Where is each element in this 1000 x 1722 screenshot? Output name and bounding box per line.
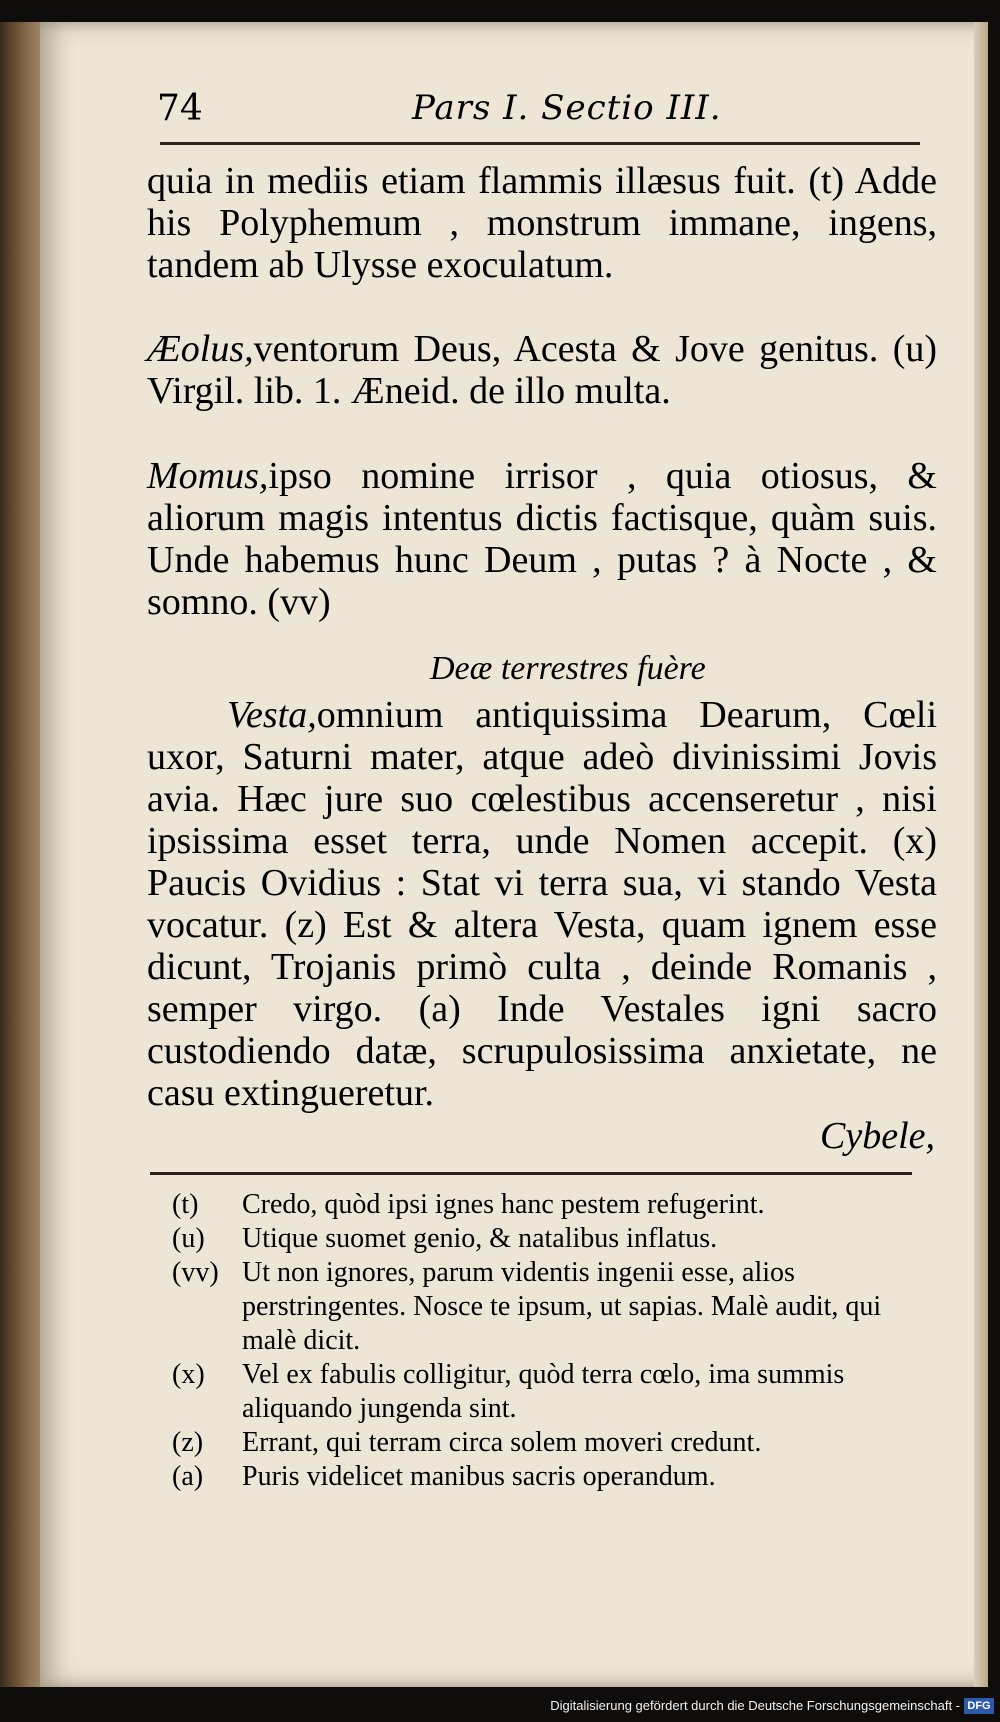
footnote-text: Utique suomet genio, & natalibus inflatus. xyxy=(242,1223,718,1254)
paragraph-vesta-body: omnium antiquissima Dearum, Cœli uxor, Saturni mater, atque adeò divinissimi Jovis avia. Hæc jure suo cœlestibus accenseretur , nisi ipsissima esset terra, unde Nomen accepit. (x) Paucis Ovidius : Stat vi terra sua, vi stando Vesta vocatur. (z) Est & altera Vesta, quam ignem esse dicunt, Trojanis primò culta , deinde Romanis , semper virgo. (a) Inde Vestales igni sacro custodiendo datæ, scrupulosissima anxietate, ne casu extingueretur. xyxy=(147,694,937,1114)
paragraph-vesta xyxy=(147,694,937,1114)
footnote-z xyxy=(172,1426,932,1460)
dfg-logo-icon: DFG xyxy=(964,1698,994,1714)
section-subheading: Deæ terrestres fuère xyxy=(430,650,706,687)
footnote-mark: (z) xyxy=(172,1427,204,1458)
footnote-mark: (t) xyxy=(172,1189,199,1220)
paragraph-1-text: quia in mediis etiam flammis illæsus fuit. (t) Adde his Polyphemum , monstrum immane, ingens, tandem ab Ulysse exoculatum. xyxy=(147,160,937,286)
footnote-rule xyxy=(150,1172,912,1175)
header-rule xyxy=(160,142,920,145)
page-number: 74 xyxy=(157,88,203,129)
footnote-text: Ut non ignores, parum videntis ingenii esse, alios perstringentes. Nosce te ipsum, ut sapias. Malè audit, qui malè dicit. xyxy=(242,1257,882,1356)
catchword: Cybele, xyxy=(820,1115,936,1157)
digitization-credit: Digitalisierung gefördert durch die Deutsche Forschungsgemeinschaft - xyxy=(550,1698,960,1713)
page-header xyxy=(157,82,787,142)
footnote-text: Credo, quòd ipsi ignes hanc pestem refugerint. xyxy=(242,1189,765,1220)
footnote-text: Errant, qui terram circa solem moveri credunt. xyxy=(242,1427,762,1458)
paragraph-momus-text xyxy=(147,455,937,623)
paragraph-momus-body: ipso nomine irrisor , quia otiosus, & aliorum magis intentus dictis factisque, quàm suis. Unde habemus hunc Deum , putas ? à Nocte , & somno. (vv) xyxy=(147,455,937,623)
paragraph-vesta-text xyxy=(147,694,937,1114)
footnote-a xyxy=(172,1460,932,1494)
footnote-mark: (u) xyxy=(172,1223,205,1254)
lead-word-aeolus: Æolus, xyxy=(147,328,254,370)
footnote-u xyxy=(172,1222,932,1256)
footnotes xyxy=(172,1188,932,1494)
paragraph-aeolus xyxy=(147,328,937,412)
digitization-footer xyxy=(0,1687,1000,1722)
footnote-mark: (x) xyxy=(172,1359,205,1390)
footnote-mark: (vv) xyxy=(172,1257,219,1288)
page-right-edge xyxy=(974,22,988,1687)
footnote-t xyxy=(172,1188,932,1222)
running-title: Pars I. Sectio III. xyxy=(412,88,722,128)
footnote-mark: (a) xyxy=(172,1461,204,1492)
paragraph-1 xyxy=(147,160,937,286)
lead-word-momus: Momus, xyxy=(147,455,269,497)
footnote-x xyxy=(172,1358,932,1426)
lead-word-vesta: Vesta, xyxy=(227,694,317,736)
paragraph-aeolus-text xyxy=(147,328,937,412)
paragraph-aeolus-body: ventorum Deus, Acesta & Jove genitus. (u) Virgil. lib. 1. Æneid. de illo multa. xyxy=(147,328,937,412)
footnote-text: Puris videlicet manibus sacris operandum. xyxy=(242,1461,716,1492)
footnote-vv xyxy=(172,1256,932,1358)
paragraph-momus xyxy=(147,455,937,623)
footnote-text: Vel ex fabulis colligitur, quòd terra cœlo, ima summis aliquando jungenda sint. xyxy=(242,1359,845,1424)
